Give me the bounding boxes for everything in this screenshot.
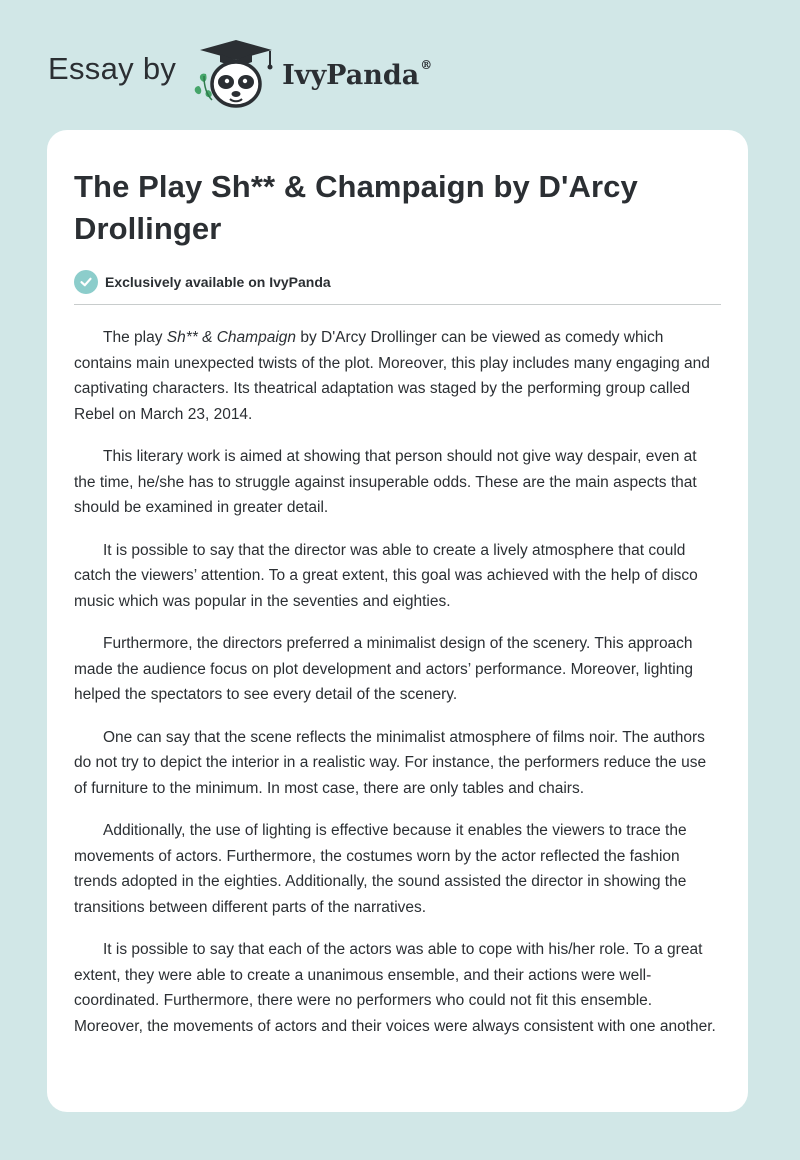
play-title: Sh** & Champaign	[166, 329, 297, 346]
paragraph: The play Sh** & Champaign by D'Arcy Drollinger can be viewed as comedy which contains main unexpected twists of the plot. Moreover, this play includes many engaging and captivating characters. Its theatrical adaptation was staged by the performing group called Rebel on March 23, 2014.	[74, 329, 710, 423]
exclusive-label: Exclusively available on IvyPanda	[105, 274, 331, 290]
registered-mark: ®	[420, 57, 433, 72]
ivy-leaf-icon	[195, 74, 212, 100]
paragraph: This literary work is aimed at showing that person should not give way despair, even at the time, he/she has to struggle against insuperable odds. These are the main aspects that should be examined in greater detail.	[74, 448, 697, 516]
essay-card	[47, 130, 748, 1112]
paragraph: It is possible to say that the director was able to create a lively atmosphere that could catch the viewers’ attention. To a great extent, this goal was achieved with the help of disco music which was popular in the seventies and eighties.	[74, 541, 698, 610]
page-title: The Play Sh** & Champaign by D'Arcy Drollinger	[74, 169, 638, 246]
site-header	[48, 36, 432, 108]
essay-by-label: Essay by	[48, 51, 177, 86]
paragraph: Additionally, the use of lighting is effective because it enables the viewers to trace the movements of actors. Furthermore, the costumes worn by the actor reflected the fashion trends adopted in the eighties. Additionally, the sound assisted the director in showing the transitions between different parts of the narratives.	[74, 822, 687, 916]
paragraph: Furthermore, the directors preferred a minimalist design of the scenery. This approach made the audience focus on plot development and actors’ performance. Moreover, lighting helped the spectators to see every detail of the scenery.	[74, 635, 693, 703]
essay-body	[74, 325, 721, 1039]
panda-graduate-icon[interactable]	[190, 36, 280, 108]
paragraph: It is possible to say that each of the actors was able to cope with his/her role. To a great extent, they were able to create a unanimous ensemble, and their actions were well-coordinated. Furthermore, there were no performers who could not fit this ensemble. Moreover, the movements of actors and their voices were always consistent with one another.	[74, 941, 716, 1035]
exclusive-badge	[74, 270, 721, 305]
check-circle-icon	[74, 270, 98, 294]
paragraph: One can say that the scene reflects the minimalist atmosphere of films noir. The authors do not try to depict the interior in a realistic way. For instance, the performers reduce the use of furniture to the minimum. In most case, there are only tables and chairs.	[74, 728, 707, 797]
brand-name[interactable]: IvyPanda®	[282, 57, 433, 91]
